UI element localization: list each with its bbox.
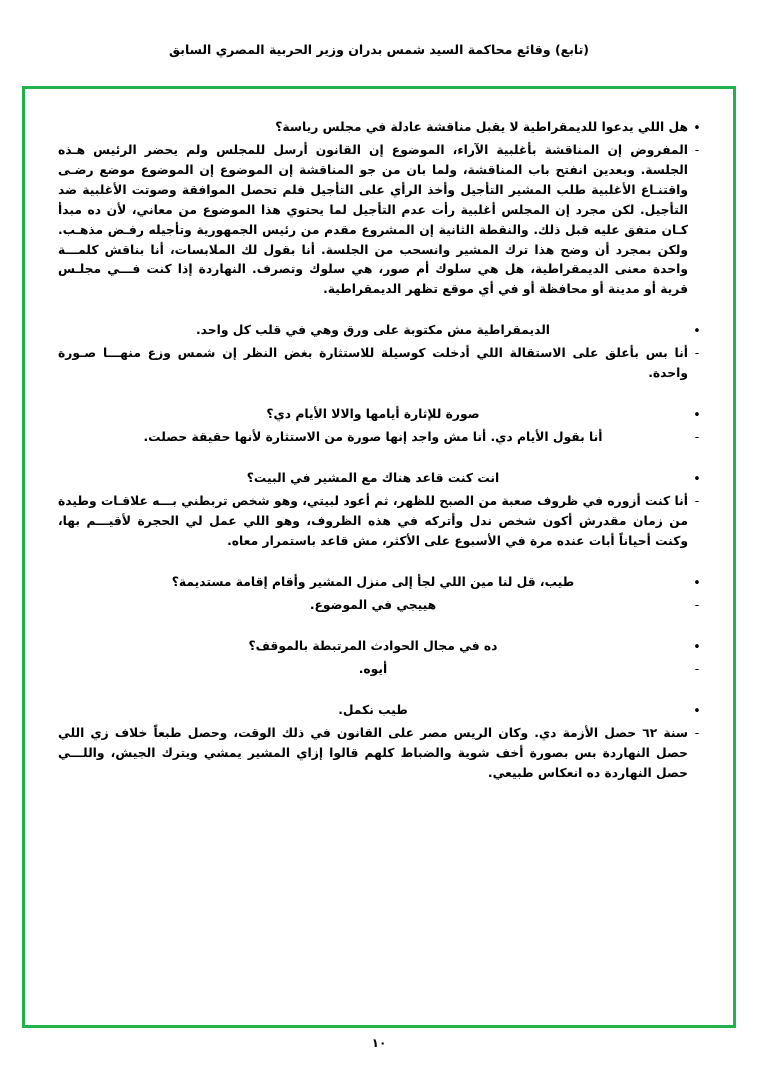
dash-icon: - bbox=[694, 143, 700, 158]
answer-text: أنا بقول الأيام دي. أنا مش واجد إنها صورة من الاستثارة لأنها حقيقة حصلت. bbox=[143, 430, 603, 445]
question-text: صورة للإثارة أيامها والالا الأيام دي؟ bbox=[266, 407, 480, 422]
dash-icon: - bbox=[694, 597, 700, 612]
qa-block bbox=[58, 405, 706, 448]
answer-text: سنة ٦٢ حصل الأزمة دي. وكان الريس مصر على القانون في ذلك الوقت، وحصل طبعاً خلاف زي اللي حصل النهاردة بس بصورة أخف شوية والضباط كلهم قالوا إزاي المشير يمشي ويترك الجيش، واللـــي حصل النهاردة ده انعكاس طبيعي. bbox=[58, 725, 688, 780]
transcript-content bbox=[58, 118, 706, 793]
question-text: الديمقراطية مش مكتوبة على ورق وهي في قلب كل واحد. bbox=[195, 323, 551, 338]
page-header: (تابع) وقائع محاكمة السيد شمس بدران وزير الحربية المصري السابق bbox=[168, 42, 590, 57]
bullet-icon: • bbox=[693, 408, 701, 424]
answer-text: أيوه. bbox=[358, 661, 388, 676]
question-row bbox=[58, 637, 706, 658]
question-text: طيب، قل لنا مين اللي لجأ إلى منزل المشير وأقام إقامة مستديمة؟ bbox=[171, 574, 575, 589]
dash-icon: - bbox=[694, 430, 700, 445]
answer-row bbox=[58, 724, 706, 784]
answer-text: هييجي في الموضوع. bbox=[309, 597, 437, 612]
dash-icon: - bbox=[694, 494, 700, 509]
qa-block bbox=[58, 701, 706, 784]
question-text: هل اللي يدعوا للديمقراطية لا يقبل مناقشة عادلة في مجلس رياسة؟ bbox=[275, 120, 688, 134]
qa-block bbox=[58, 573, 706, 616]
answer-row bbox=[58, 428, 706, 448]
question-text: انت كنت قاعد هناك مع المشير في البيت؟ bbox=[246, 471, 500, 486]
answer-text: المفروض إن المناقشة بأغلبية الآراء، الموضوع إن القانون أرسل للمجلس ولم يحضر الرئيس هـذه الجلسة. وبعدين انفتح باب المناقشة، ولما بان من جو المناقشة إن الموضوع إن الموضوع موضع رضـى واقتنـاع الأغلبية طلب المشير التأجيل وأخذ الرأي على التأجيل فلم تحصل الموافقة وصوتت الأغلبية ضد التأجيل. لكن مجرد إن المجلس أغلبية رأت عدم التأجيل لما يحتوي هذا الموضوع من معاني، لأن ده مبدأ كـان متفق عليه قبل ذلك. والنقطة الثانية إن المشروع مقدم من رئيس الجمهورية وتأجيله رفـض مذهـب. ولكن بمجرد أن وضح هذا ترك المشير وانسحب من الجلسة. أنا بقول لك الملابسات، أنا بناقش كلمـــة واحدة معنى الديمقراطية، هل هي سلوك أم صور، هي سلوك وتصرف. النهاردة إذا كنت فـــي مجلـس قرية أو مدينة أو محافظة أو في أي موقع تظهر الديمقراطية. bbox=[58, 143, 688, 297]
bullet-icon: • bbox=[693, 472, 701, 488]
question-row bbox=[58, 573, 706, 594]
qa-block bbox=[58, 637, 706, 680]
qa-block bbox=[58, 469, 706, 552]
answer-row bbox=[58, 660, 706, 680]
answer-text: أنا بس بأعلق على الاستقالة اللي أدخلت كوسيلة للاستثارة بغض النظر إن شمس وزع منهـــا صـورة واحدة. bbox=[58, 346, 688, 381]
dash-icon: - bbox=[694, 725, 700, 740]
answer-row bbox=[58, 141, 706, 300]
bullet-icon: • bbox=[693, 575, 701, 591]
qa-block bbox=[58, 118, 706, 300]
qa-block bbox=[58, 321, 706, 384]
answer-row bbox=[58, 596, 706, 616]
answer-row bbox=[58, 344, 706, 384]
dash-icon: - bbox=[694, 346, 700, 361]
bullet-icon: • bbox=[693, 703, 701, 719]
answer-text: أنا كنت أزوره في ظروف صعبة من الصبح للظهر، ثم أعود لبيتي، وهو شخص تربطني بـــه علاقـات وطيدة من زمان مقدرش أكون شخص ندل وأتركه في هذه الظروف، وهو اللي عمل لي الحجرة لأقيـــم بها، وكنت أحياناً أبات عنده مرة في الأسبوع على الأكثر، مش قاعد باستمرار معاه. bbox=[58, 494, 688, 548]
answer-row bbox=[58, 492, 706, 552]
question-row bbox=[58, 321, 706, 342]
page-number: ١٠ bbox=[371, 1036, 387, 1050]
bullet-icon: • bbox=[693, 121, 701, 136]
dash-icon: - bbox=[694, 661, 700, 676]
question-row bbox=[58, 118, 706, 139]
question-text: طيب نكمل. bbox=[338, 702, 408, 717]
bullet-icon: • bbox=[693, 639, 701, 655]
question-row bbox=[58, 701, 706, 722]
question-row bbox=[58, 469, 706, 490]
bullet-icon: • bbox=[693, 324, 701, 340]
question-row bbox=[58, 405, 706, 426]
question-text: ده في مجال الحوادث المرتبطة بالموقف؟ bbox=[248, 638, 498, 653]
